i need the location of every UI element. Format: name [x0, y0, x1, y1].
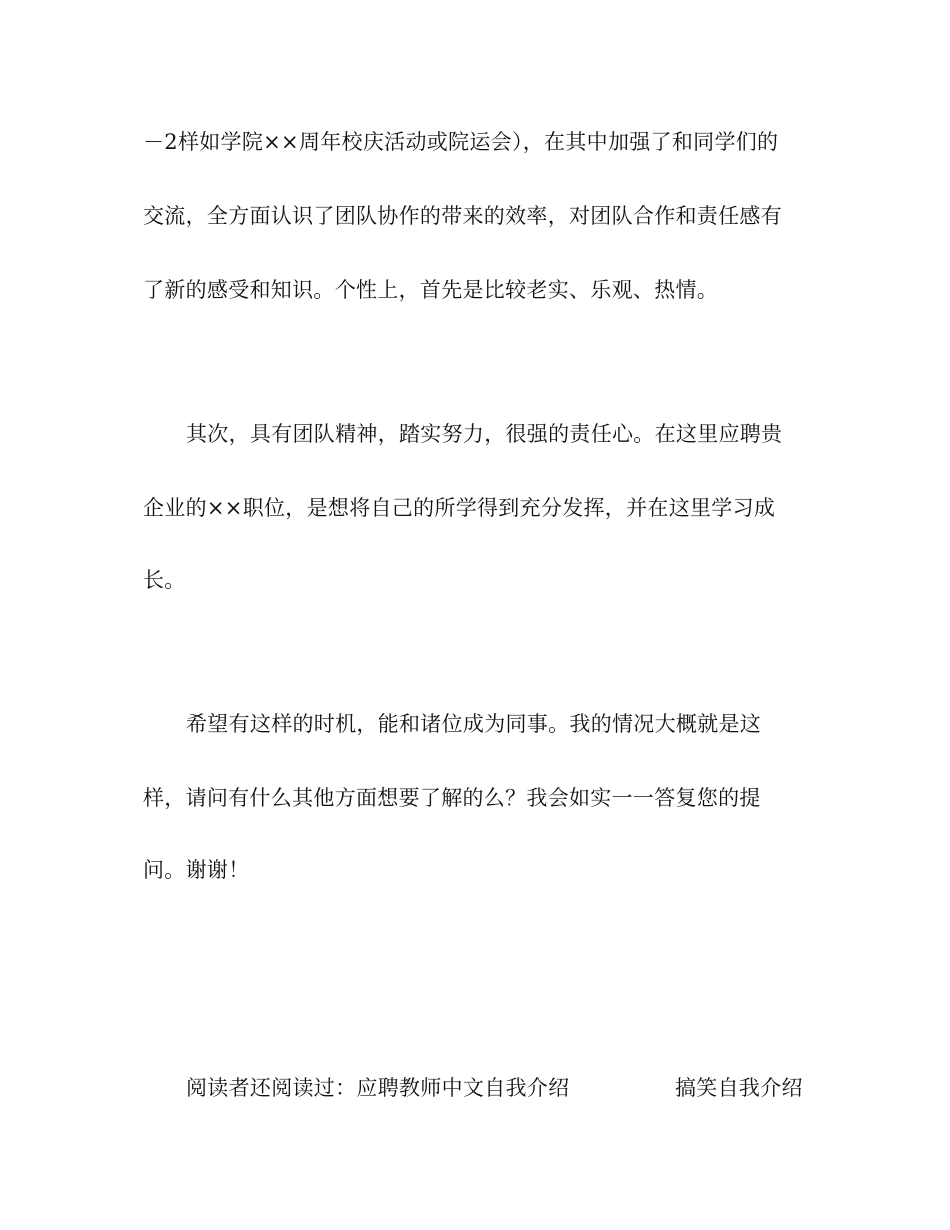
related-reading [186, 1074, 569, 1102]
paragraph-3-line-1: 希望有这样的时机，能和诸位成为同事。我的情况大概就是这 [186, 712, 762, 736]
related-link-funny-intro[interactable]: 搞笑自我介绍 [675, 1076, 803, 1100]
related-prefix: 阅读者还阅读过： [186, 1076, 357, 1100]
paragraph-1-line-2: 交流，全方面认识了团队协作的带来的效率，对团队合作和责任感有 [143, 204, 782, 228]
paragraph-3-line-3: 问。谢谢！ [143, 858, 250, 882]
paragraph-2-line-1: 其次，具有团队精神，踏实努力，很强的责任心。在这里应聘贵 [186, 422, 783, 446]
paragraph-3-line-2: 样，请问有什么其他方面想要了解的么？我会如实一一答复您的提 [143, 786, 761, 810]
paragraph-2-line-3: 长。 [143, 568, 186, 592]
paragraph-1-line-3: 了新的感受和知识。个性上，首先是比较老实、乐观、热情。 [143, 278, 719, 302]
paragraph-1-line-1: －2样如学院××周年校庆活动或院运会），在其中加强了和同学们的 [143, 130, 779, 154]
related-link-teacher-intro[interactable]: 应聘教师中文自我介绍 [356, 1076, 570, 1100]
paragraph-2-line-2: 企业的××职位，是想将自己的所学得到充分发挥，并在这里学习成 [143, 496, 776, 520]
